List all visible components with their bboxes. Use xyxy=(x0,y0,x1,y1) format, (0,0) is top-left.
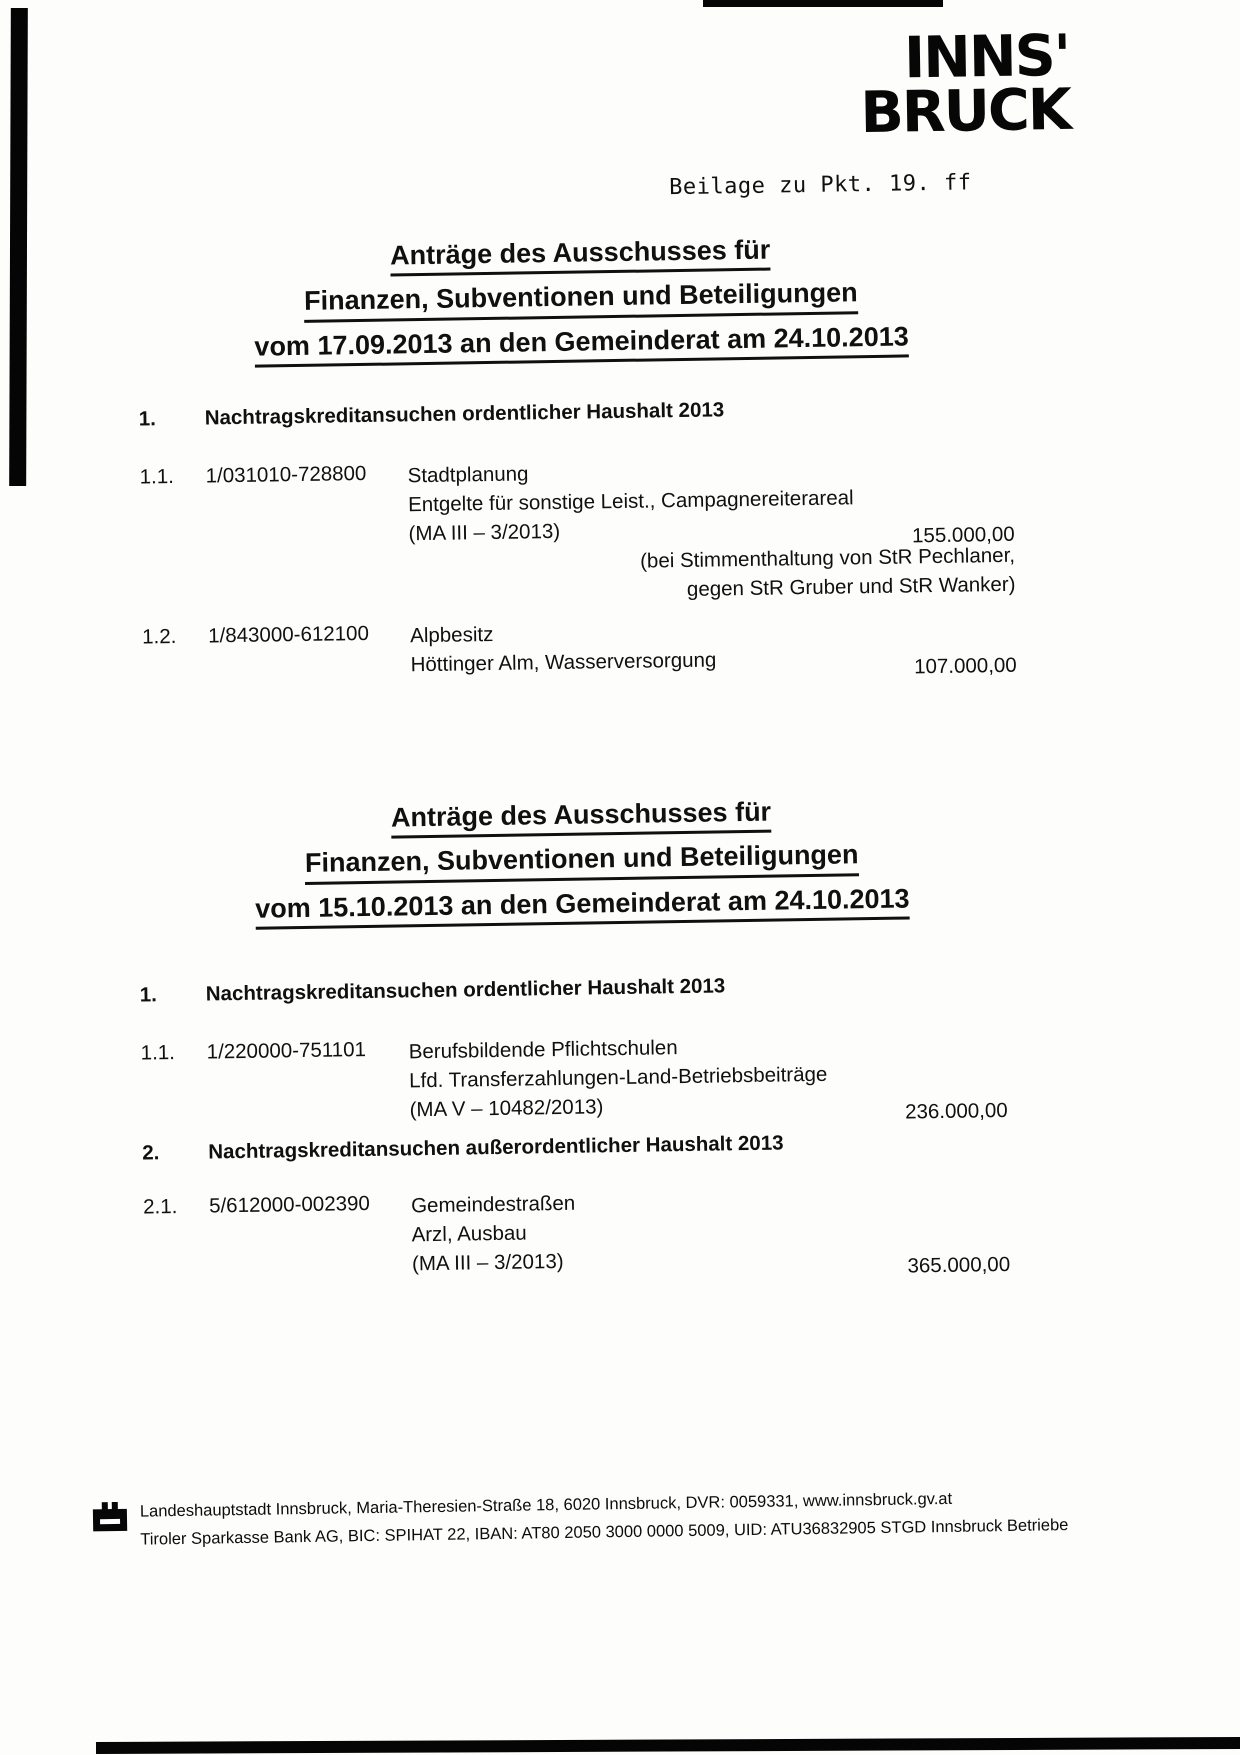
item-number: 1.1. xyxy=(140,1041,176,1065)
innsbruck-logo xyxy=(859,22,1071,147)
item-account-code: 1/220000-751101 xyxy=(206,1038,367,1064)
item-amount: 236.000,00 xyxy=(904,1098,1008,1124)
item-desc-line: Entgelte für sonstige Leist., Campagnereiterareal xyxy=(407,486,854,517)
doc2-heading-line-1: Anträge des Ausschusses für xyxy=(391,796,772,839)
footer-line-1: Landeshauptstadt Innsbruck, Maria-Theresien-Straße 18, 6020 Innsbruck, DVR: 0059331, www.innsbruck.gv.at xyxy=(139,1489,953,1521)
footer xyxy=(92,1481,1193,1554)
doc2-heading-line-2: Finanzen, Subventionen und Beteiligungen xyxy=(305,839,859,885)
doc1-section-1 xyxy=(139,394,1013,432)
item-note-line: gegen StR Gruber und StR Wanker) xyxy=(686,572,1016,601)
section-number: 2. xyxy=(142,1141,160,1165)
logo-line-2: BRUCK xyxy=(859,76,1071,147)
innsbruck-crest-icon xyxy=(92,1501,129,1539)
item-number: 1.1. xyxy=(139,464,175,489)
item-account-code: 1/843000-612100 xyxy=(207,621,370,648)
beilage-annotation: Beilage zu Pkt. 19. ff xyxy=(668,170,972,201)
item-account-code: 5/612000-002390 xyxy=(208,1191,371,1218)
item-desc-line: Gemeindestraßen xyxy=(410,1191,576,1218)
doc2-heading xyxy=(111,791,1053,939)
section-title: Nachtragskreditansuchen ordentlicher Haushalt 2013 xyxy=(204,398,725,430)
section-title: Nachtragskreditansuchen ordentlicher Haushalt 2013 xyxy=(205,974,726,1006)
item-amount: 365.000,00 xyxy=(907,1252,1011,1278)
item-number: 1.2. xyxy=(141,624,177,649)
footer-text xyxy=(140,1483,1069,1554)
doc2-heading-line-3: vom 15.10.2013 an den Gemeinderat am 24.10.2013 xyxy=(255,882,910,930)
item-desc-line: (MA V – 10482/2013) xyxy=(409,1095,604,1122)
doc1-heading-line-1: Anträge des Ausschusses für xyxy=(390,234,771,277)
item-description xyxy=(407,452,1015,609)
item-desc-line: Berufsbildende Pflichtschulen xyxy=(408,1036,678,1064)
doc2-item-1-1 xyxy=(141,1028,1008,1129)
item-desc-line: Stadtplanung xyxy=(407,462,529,488)
footer-line-2: Tiroler Sparkasse Bank AG, BIC: SPIHAT 22, IBAN: AT80 2050 3000 0000 5009, UID: ATU36832905 STGD Innsbruck Betriebe xyxy=(140,1516,1069,1549)
item-amount: 155.000,00 xyxy=(911,522,1015,548)
item-number: 2.1. xyxy=(142,1194,178,1219)
item-desc-line: Arzl, Ausbau xyxy=(411,1221,527,1247)
doc1-heading xyxy=(110,229,1052,377)
item-desc-line: (MA III – 3/2013) xyxy=(411,1249,564,1276)
item-desc-line: (MA III – 3/2013) xyxy=(408,519,561,546)
section-number: 1. xyxy=(138,407,157,431)
item-desc-line: Höttinger Alm, Wasserversorgung xyxy=(410,648,717,677)
section-number: 1. xyxy=(139,983,158,1007)
item-desc-line: Lfd. Transferzahlungen-Land-Betriebsbeiträge xyxy=(408,1062,828,1093)
item-description xyxy=(411,1182,1010,1278)
item-note-line: (bei Stimmenthaltung von StR Pechlaner, xyxy=(639,543,1016,573)
item-description xyxy=(408,1028,1007,1124)
item-desc-line: Alpbesitz xyxy=(409,622,494,648)
doc1-item-1-1 xyxy=(139,452,1015,613)
doc2-item-2-1 xyxy=(143,1182,1010,1283)
item-account-code: 1/031010-728800 xyxy=(205,461,367,488)
logo-line-1: INNS' xyxy=(903,22,1070,92)
item-description xyxy=(410,612,1017,680)
doc1-heading-line-3: vom 17.09.2013 an den Gemeinderat am 24.10.2013 xyxy=(254,320,909,368)
doc1-item-1-2 xyxy=(142,612,1017,684)
section-title: Nachtragskreditansuchen außerordentlicher Haushalt 2013 xyxy=(208,1131,784,1164)
item-amount: 107.000,00 xyxy=(913,653,1017,679)
doc2-section-2 xyxy=(142,1128,1008,1166)
doc1-heading-line-2: Finanzen, Subventionen und Beteiligungen xyxy=(304,277,858,323)
doc2-section-1 xyxy=(140,970,1006,1008)
